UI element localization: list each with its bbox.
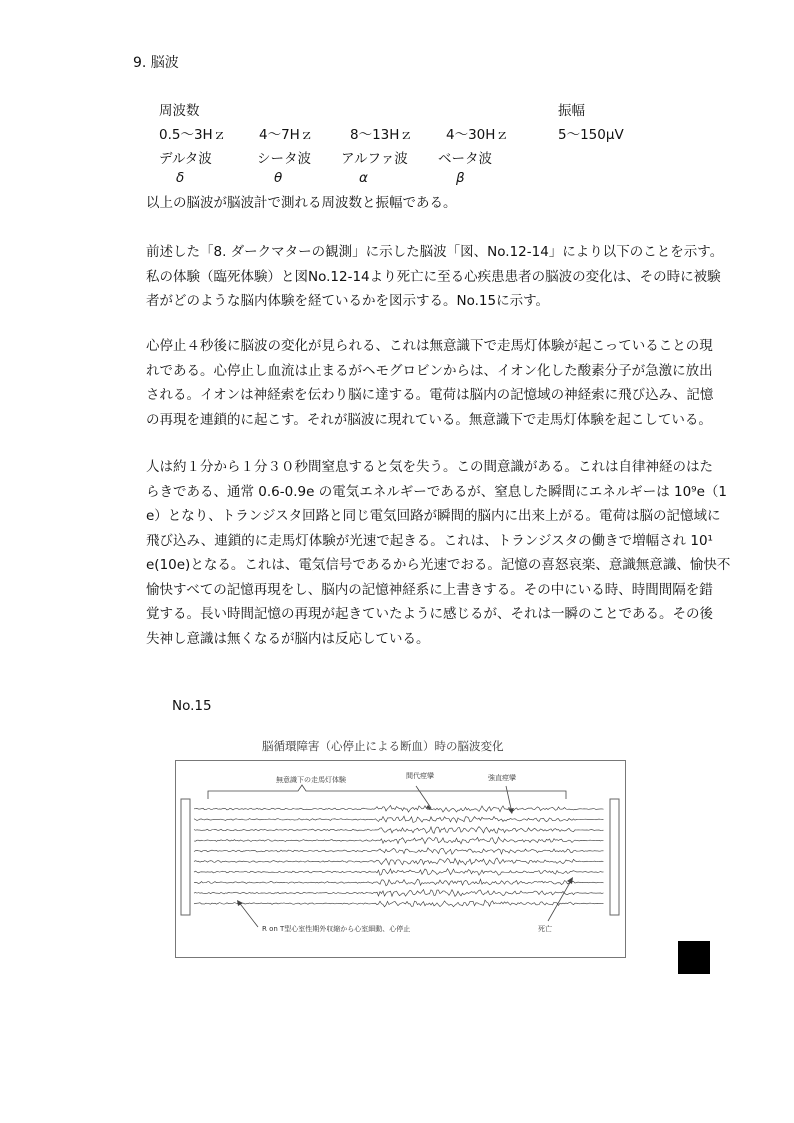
- paragraph-summary: [146, 191, 746, 216]
- band-freq-beta: 4～30Hｚ: [446, 127, 509, 143]
- paragraph-line: 失神し意識は無くなるが脳内は反応している。: [146, 630, 430, 647]
- right-calibration-bracket: [610, 799, 619, 915]
- paragraph-line: れである。心停止し血流は止まるがヘモグロビンからは、イオン化した酸素分子が急激に放出: [146, 362, 713, 379]
- amplitude-label: 振幅: [558, 103, 585, 119]
- band-name-delta: デルタ波: [159, 151, 212, 167]
- band-freq-delta: 0.5～3Hｚ: [159, 127, 227, 143]
- eeg-trace-line: [194, 879, 604, 886]
- band-freq-alpha: 8～13Hｚ: [350, 127, 413, 143]
- annotation-trigger: R on T型心室性期外収縮から心室細動、心停止: [262, 925, 411, 933]
- eeg-figure: [175, 760, 626, 958]
- paragraph-line: 以上の脳波が脳波計で測れる周波数と振幅である。: [146, 195, 457, 211]
- paragraph-line: 愉快すべての記憶再現をし、脳内の記憶神経系に上書きする。その中にいる時、時間間隔を錯: [146, 581, 713, 598]
- band-symbol-alpha: α: [359, 170, 368, 186]
- paragraph-line: e(10e)となる。これは、電気信号であるから光速でおる。記憶の喜怒哀楽、意識無意識、愉快不: [146, 557, 731, 573]
- death-arrow: [548, 879, 572, 921]
- section-title: 9. 脳波: [133, 55, 179, 71]
- annotation-tonic: 強直痙攣: [488, 774, 516, 782]
- band-symbol-theta: θ: [274, 170, 283, 186]
- paragraph-cardiac-arrest: [146, 334, 746, 432]
- paragraph-line: 飛び込み、連鎖的に走馬灯体験が光速で起きる。これは、トランジスタの働きで増幅され 10¹: [146, 532, 713, 549]
- paragraph-line: 心停止４秒後に脳波の変化が見られる、これは無意識下で走馬灯体験が起こっていることの現: [146, 338, 713, 354]
- black-square-marker: [678, 941, 710, 974]
- eeg-trace-line: [194, 827, 604, 834]
- figure-caption: 脳循環障害（心停止による断血）時の脳波変化: [262, 739, 504, 753]
- band-symbol-beta: β: [456, 170, 465, 186]
- figure-label: No.15: [172, 698, 212, 714]
- band-freq-theta: 4～7Hｚ: [259, 127, 314, 143]
- annotation-death: 死亡: [538, 925, 552, 933]
- trigger-arrow: [238, 901, 258, 927]
- paragraph-line: e）となり、トランジスタ回路と同じ電気回路が瞬間的脳内に出来上がる。電荷は脳の記憶域に: [146, 508, 721, 524]
- frequency-label: 周波数: [159, 103, 200, 119]
- left-calibration-bracket: [181, 799, 190, 915]
- paragraph-suffocation: [146, 455, 746, 651]
- eeg-trace-line: [194, 890, 604, 897]
- eeg-trace-line: [194, 858, 604, 865]
- paragraph-reference: [146, 240, 746, 314]
- annotation-clonic: 間代痙攣: [406, 772, 434, 780]
- eeg-trace-group: [194, 806, 604, 907]
- unconscious-span-brace: [208, 785, 566, 799]
- eeg-trace-line: [194, 806, 604, 813]
- annotation-unconscious: 無意識下の走馬灯体験: [276, 776, 346, 784]
- eeg-trace-line: [194, 837, 604, 844]
- clonic-arrow: [416, 786, 431, 808]
- paragraph-line: の再現を連鎖的に起こす。それが脳波に現れている。無意識下で走馬灯体験を起こしている。: [146, 411, 712, 428]
- band-symbol-delta: δ: [176, 170, 185, 186]
- eeg-trace-line: [194, 848, 604, 854]
- paragraph-line: 人は約１分から１分３０秒間窒息すると気を失う。この間意識がある。これは自律神経のはた: [146, 459, 713, 475]
- paragraph-line: 者がどのような脳内体験を経ているかを図示する。No.15に示す。: [146, 293, 550, 309]
- paragraph-line: 私の体験（臨死体験）と図No.12-14より死亡に至る心疾患患者の脳波の変化は、その時に被験: [146, 268, 721, 285]
- paragraph-line: 覚する。長い時間記憶の再現が起きていたように感じるが、それは一瞬のことである。その後: [146, 606, 713, 622]
- eeg-trace-line: [194, 816, 604, 822]
- band-name-theta: シータ波: [257, 151, 311, 167]
- amplitude-value: 5～150μV: [558, 127, 624, 143]
- band-name-beta: ベータ波: [438, 151, 492, 167]
- eeg-trace-line: [194, 869, 604, 875]
- band-name-alpha: アルファ波: [341, 151, 408, 167]
- eeg-trace-line: [194, 900, 604, 907]
- paragraph-line: らきである、通常 0.6-0.9e の電気エネルギーであるが、窒息した瞬間にエネルギーは 10⁹e（1: [146, 483, 727, 500]
- paragraph-line: される。イオンは神経索を伝わり脳に達する。電荷は脳内の記憶域の神経索に飛び込み、記憶: [146, 387, 714, 403]
- paragraph-line: 前述した「8. ダークマターの観測」に示した脳波「図、No.12-14」により以下のことを示す。: [146, 244, 724, 260]
